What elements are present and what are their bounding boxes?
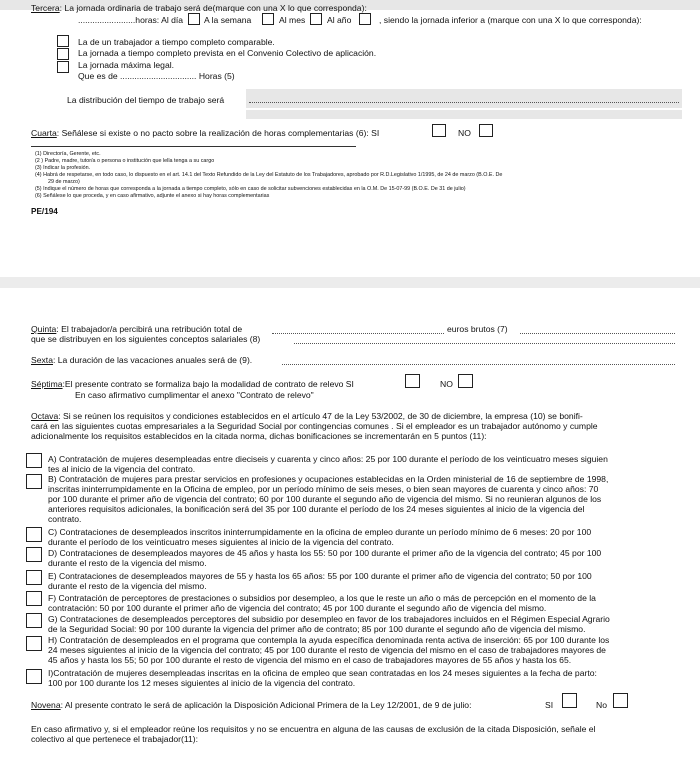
option-g-checkbox[interactable]	[26, 613, 42, 628]
option-text: contrato.	[48, 514, 82, 524]
distribucion-field[interactable]	[246, 89, 682, 108]
option-text: de la Seguridad Social: 90 por 100 durante la vigencia del primer año de contrato; 85 por 100 durante el segundo año de vigencia del mismo.	[48, 624, 586, 634]
clause-text: : Si se reúnen los requisitos y condiciones establecidos en el artículo 47 de la Ley 53/2002, de 30 de diciembre, la empresa (10) se bonifi-	[58, 411, 583, 421]
field-shading	[246, 110, 682, 119]
clause-heading: Tercera	[31, 3, 60, 13]
horas-al-dia-label: ........................horas: Al día	[78, 15, 184, 25]
vacaciones-field[interactable]	[282, 364, 675, 365]
clause-sexta	[31, 355, 252, 365]
option-text: G) Contrataciones de desempleados perceptores del subsidio por desempleo en favor de los trabajadores incluidos en el Régimen Especial Agrario	[48, 614, 610, 624]
option-text: durante el resto de la vigencia del mismo.	[48, 581, 207, 591]
option-text: H) Contratación de desempleados en el programa que contempla la ayuda específica denominada renta activa de inserción: 65 por 100 durante los	[48, 635, 610, 645]
disposicion-no-checkbox[interactable]	[613, 693, 628, 708]
option-text: contratación: 50 por 100 durante el primer año de vigencia del contrato; 45 por 100 durante el segundo año de vigencia del mismo.	[48, 603, 547, 613]
clause-text: : La duración de las vacaciones anuales será de (9).	[52, 355, 253, 365]
final-text: En caso afirmativo y, si el empleador reúne los requisitos y no se encuentra en alguna de las causas de exclusión de la citada Disposición, señale el	[31, 724, 596, 734]
option-text: inscritas ininterrumpidamente en la Oficina de empleo, por un período mínimo de seis meses, o bien sean mayores de cuarenta y cinco años: 70	[48, 484, 599, 494]
page-2	[0, 288, 700, 758]
disposicion-si-checkbox[interactable]	[562, 693, 577, 708]
clause-text: : La jornada ordinaria de trabajo será de(marque con una X lo que corresponda):	[59, 3, 367, 13]
relevo-no-checkbox[interactable]	[458, 374, 473, 388]
option-e-checkbox[interactable]	[26, 570, 42, 585]
option-text: F) Contratación de perceptores de prestaciones o subsidios por desempleo, a los que le reste un año o más de percepción en el momento de la	[48, 593, 596, 603]
footnote: (6) Señálese lo que proceda, y en caso afirmativo, adjunte el anexo si hay horas complementarias	[35, 193, 270, 199]
final-text: colectivo al que pertenece el trabajador(11):	[31, 734, 199, 744]
footnote: (1) Directoría, Gerente, etc.	[35, 151, 101, 157]
jornada-maxima-checkbox[interactable]	[57, 61, 69, 73]
footnote: (3) Indicar la profesión.	[35, 165, 91, 171]
option-label: La jornada máxima legal.	[78, 60, 175, 70]
relevo-si-checkbox[interactable]	[405, 374, 420, 388]
page-1	[0, 0, 700, 277]
distribucion-label: La distribución del tiempo de trabajo será	[67, 95, 225, 105]
option-text: 24 meses siguientes al inicio de la vigencia del contrato; 45 por 100 durante el resto de vigencia del mismo en el caso de trabajadores mayores de	[48, 645, 606, 655]
footnote: (2 ) Padre, madre, tutor/a o persona o institución que lella tenga a su cargo	[35, 158, 215, 164]
clause-tercera	[31, 3, 367, 13]
horas-field[interactable]: Que es de ................................ Horas (5)	[78, 71, 235, 81]
clause-quinta	[31, 324, 242, 334]
option-c-checkbox[interactable]	[26, 527, 42, 542]
option-text: 45 años y hasta los 55; 50 por 100 durante el resto de vigencia del mismo en el caso de trabajadores mayores de 55 años y hasta los 65.	[48, 655, 572, 665]
al-ano-checkbox[interactable]	[359, 13, 371, 25]
clause-text: : El trabajador/a percibirá una retribución total de	[56, 324, 243, 334]
clause-text: : Señálese si existe o no pacto sobre la realización de horas complementarias (6): SI	[56, 128, 380, 138]
horas-complementarias-si-checkbox[interactable]	[432, 124, 446, 137]
si-label: SI	[545, 700, 554, 710]
relevo-note: En caso afirmativo cumplimentar el anexo "Contrato de relevo"	[75, 390, 314, 400]
no-label: NO	[458, 128, 471, 138]
option-text: A) Contratación de mujeres desempleadas entre dieciseis y cuarenta y cinco años: 25 por 100 durante el período de los veinticuatro meses siguien	[48, 454, 608, 464]
option-f-checkbox[interactable]	[26, 591, 42, 606]
option-h-checkbox[interactable]	[26, 636, 42, 651]
option-text: 100 por 100 durante los 12 meses siguientes al inicio de la vigencia del contrato.	[48, 678, 356, 688]
option-text: anteriores requisitos adicionales, la bonificación será del 35 por 100 durante el período de los 24 meses siguientes al inicio de la vigencia del	[48, 504, 585, 514]
clause-text: :El presente contrato se formaliza bajo la modalidad de contrato de relevo SI	[62, 379, 354, 389]
clause-text: cará en las siguientes cuotas empresariales a la Seguridad Social por contingencias comunes . Si el empleador es un trabajador autónomo y cumple	[31, 421, 598, 431]
clause-heading: Cuarta	[31, 128, 57, 138]
form-code: PE/194	[31, 207, 58, 216]
clause-heading: Novena	[31, 700, 61, 710]
convenio-checkbox[interactable]	[57, 48, 69, 60]
option-text: durante el período de los veinticuatro meses siguientes al inicio de la vigencia del contrato.	[48, 537, 394, 547]
al-mes-label: Al mes	[279, 15, 306, 25]
no-label: No	[596, 700, 607, 710]
footnote: 29 de marzo)	[48, 179, 80, 185]
option-d-checkbox[interactable]	[26, 547, 42, 562]
option-b-checkbox[interactable]	[26, 474, 42, 489]
footnote: (4) Habrá de respetarse, en todo caso, lo dispuesto en el art. 14.1 del Texto Refundido de la Ley del Estatuto de los Trabajadores, aprobado por R.D.Legislativo 1/1995, de 24 de marzo (B.O.E. De	[35, 172, 503, 178]
option-text: C) Contrataciones de desempleados inscritos ininterrumpidamente en la oficina de empleo durante un período mínimo de 6 meses: 20 por 100	[48, 527, 592, 537]
no-label: NO	[440, 379, 453, 389]
option-text: B) Contratación de mujeres para prestar servicios en profesiones y ocupaciones establecidas en la Orden ministerial de 16 de septiembre de 1998,	[48, 474, 609, 484]
option-a-checkbox[interactable]	[26, 453, 42, 468]
clause-cuarta	[31, 128, 379, 138]
option-label: La de un trabajador a tiempo completo comparable.	[78, 37, 275, 47]
footnote-divider	[31, 146, 356, 147]
option-text: E) Contrataciones de desempleados mayores de 55 y hasta los 65 años: 55 por 100 durante el primer año de vigencia del contrato; 50 por 100	[48, 571, 592, 581]
a-la-semana-label: A la semana	[204, 15, 252, 25]
clause-heading: Octava	[31, 411, 59, 421]
jornada-inferior-text: , siendo la jornada inferior a (marque con una X lo que corresponda):	[379, 15, 642, 25]
clause-septima	[31, 379, 354, 389]
al-mes-checkbox[interactable]	[310, 13, 322, 25]
option-text: D) Contrataciones de desempleados mayores de 45 años y hasta los 55: 50 por 100 durante el primer año de la vigencia del contrato; 45 por 100	[48, 548, 602, 558]
horas-complementarias-no-checkbox[interactable]	[479, 124, 493, 137]
clause-text: : Al presente contrato le será de aplicación la Disposición Adicional Primera de la Ley 12/2001, de 9 de julio:	[60, 700, 472, 710]
clause-novena	[31, 700, 471, 710]
option-text: tes al inicio de la vigencia del contrato.	[48, 464, 196, 474]
a-la-semana-checkbox[interactable]	[262, 13, 274, 25]
clause-heading: Sexta	[31, 355, 53, 365]
option-label: La jornada a tiempo completo prevista en el Convenio Colectivo de aplicación.	[78, 48, 377, 58]
conceptos-field[interactable]	[294, 343, 675, 344]
conceptos-label: que se distribuyen en los siguientes conceptos salariales (8)	[31, 334, 261, 344]
euros-field[interactable]	[520, 333, 675, 334]
clause-octava	[31, 411, 583, 421]
footnote: (5) Indique el número de horas que corresponda a la jornada a tiempo completo, sólo en caso de solicitar subvenciones establecidas en la O.M. De 15-07-99 (B.O.E. De 31 de julio)	[35, 186, 466, 192]
option-i-checkbox[interactable]	[26, 669, 42, 684]
clause-heading: Séptima	[31, 379, 63, 389]
clause-text: adicionalmente los requisitos establecidos en la citada norma, dichas bonificaciones se incrementarán en 5 puntos (11):	[31, 431, 487, 441]
option-text: I)Contratación de mujeres desempleadas inscritas en la oficina de empleo que sean contratadas en los 24 meses siguientes a la fecha de parto:	[48, 668, 597, 678]
option-text: por 100 durante el primer año de vigencia del contrato; 60 por 100 durante el segundo año de vigencia del mismo. Si no reunieran algunos de los	[48, 494, 602, 504]
al-ano-label: Al año	[327, 15, 352, 25]
al-dia-checkbox[interactable]	[188, 13, 200, 25]
dotted-line	[249, 102, 679, 103]
tiempo-completo-checkbox[interactable]	[57, 35, 69, 47]
euros-label: euros brutos (7)	[447, 324, 508, 334]
clause-heading: Quinta	[31, 324, 57, 334]
option-text: durante el resto de la vigencia del mismo.	[48, 558, 207, 568]
retribucion-field[interactable]	[272, 333, 444, 334]
